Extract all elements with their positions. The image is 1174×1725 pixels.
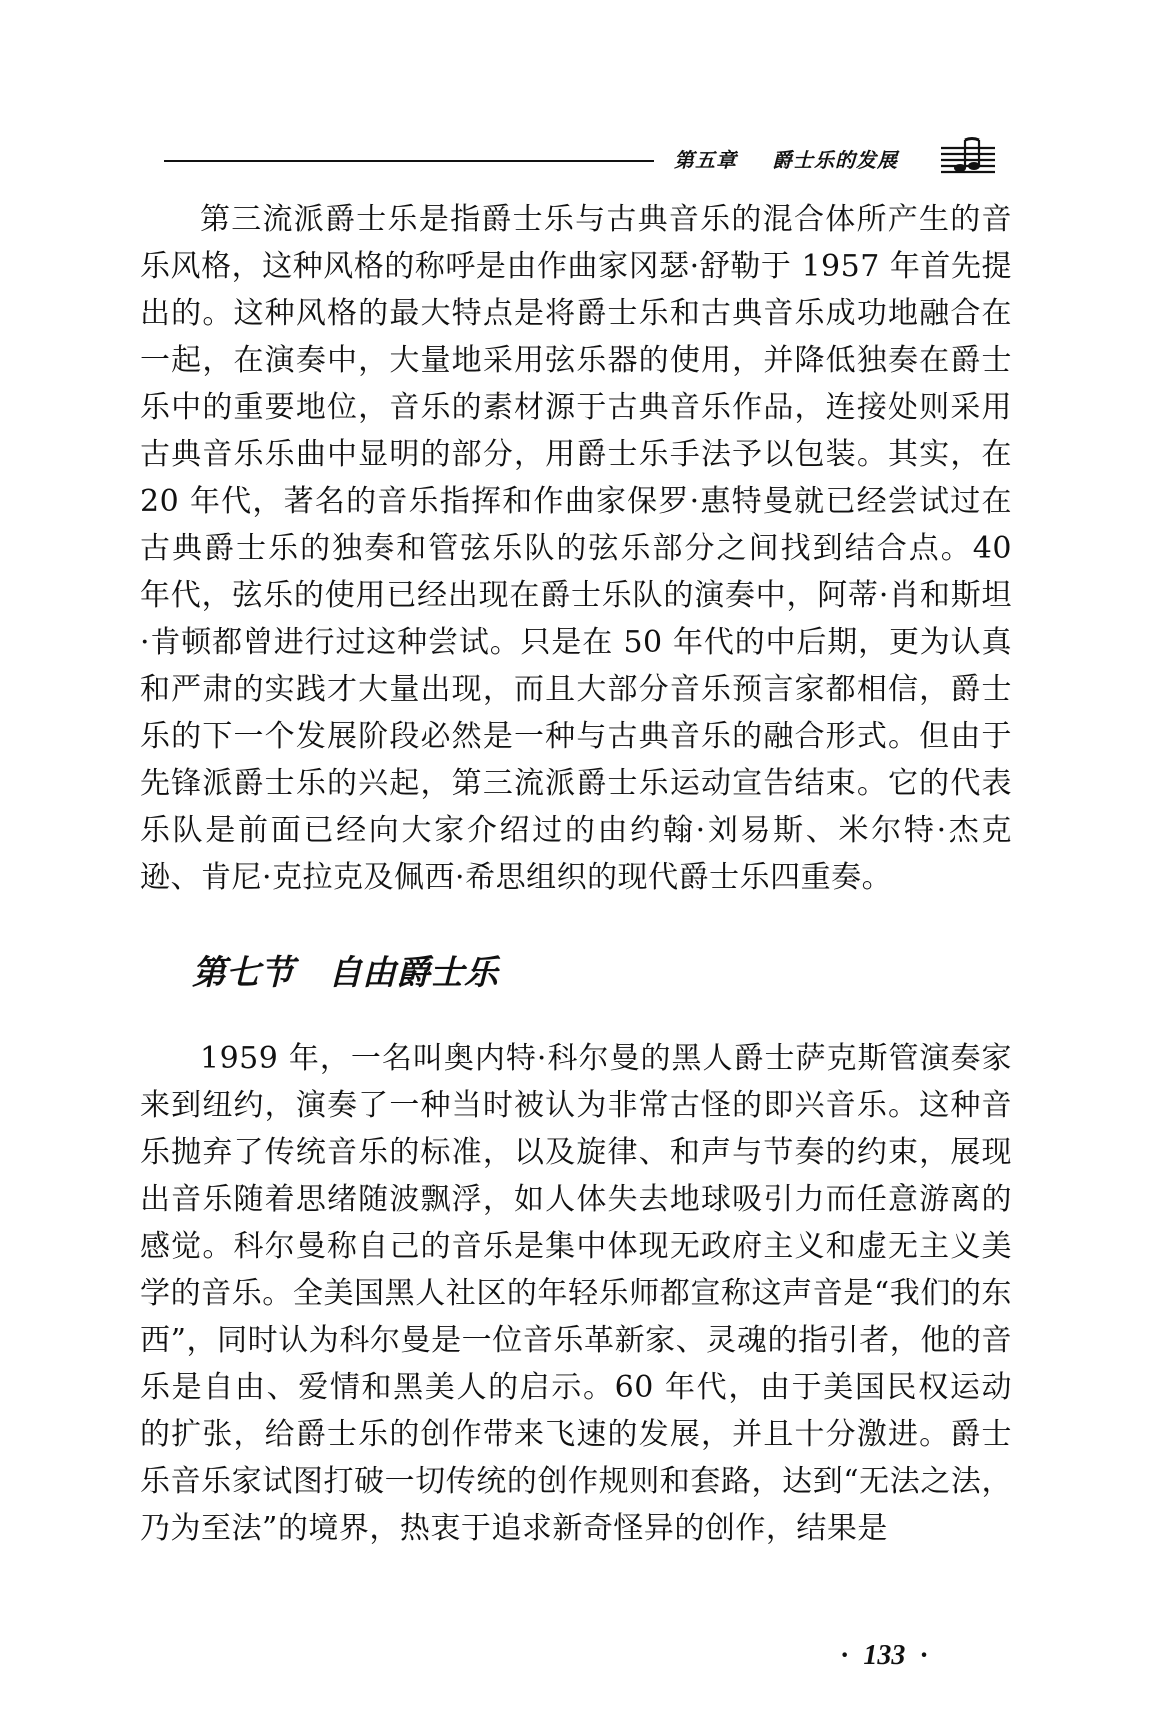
header-rule — [164, 160, 654, 162]
header-chapter: 第五章 — [674, 148, 737, 172]
body-paragraph: 第三流派爵士乐是指爵士乐与古典音乐的混合体所产生的音乐风格，这种风格的称呼是由作曲家冈瑟·舒勒于 1957 年首先提出的。这种风格的最大特点是将爵士乐和古典音乐成功地融合在一起，在演奏中，大量地采用弦乐器的使用，并降低独奏在爵士乐中的重要地位，音乐的素材源于古典音乐作品，连接处则采用古典音乐乐曲中显明的部分，用爵士乐手法予以包装。其实，在 20 年代，著名的音乐指挥和作曲家保罗·惠特曼就已经尝试过在古典爵士乐的独奏和管弦乐队的弦乐部分之间找到结合点。40 年代，弦乐的使用已经出现在爵士乐队的演奏中，阿蒂·肖和斯坦·肯顿都曾进行过这种尝试。只是在 50 年代的中后期，更为认真和严肃的实践才大量出现，而且大部分音乐预言家都相信，爵士乐的下一个发展阶段必然是一种与古典音乐的融合形式。但由于先锋派爵士乐的兴起，第三流派爵士乐运动宣告结束。它的代表乐队是前面已经向大家介绍过的由约翰·刘易斯、米尔特·杰克逊、肯尼·克拉克及佩西·希思组织的现代爵士乐四重奏。 — [140, 202, 1012, 895]
section-title: 自由爵士乐 — [328, 953, 498, 993]
body-paragraph: 1959 年，一名叫奥内特·科尔曼的黑人爵士萨克斯管演奏家来到纽约，演奏了一种当时被认为非常古怪的即兴音乐。这种音乐抛弃了传统音乐的标准，以及旋律、和声与节奏的约束，展现出音乐随着思绪随波飘浮，如人体失去地球吸引力而任意游离的感觉。科尔曼称自己的音乐是集中体现无政府主义和虚无主义美学的音乐。全美国黑人社区的年轻乐师都宣称这声音是“我们的东西”，同时认为科尔曼是一位音乐革新家、灵魂的指引者，他的音乐是自由、爱情和黑美人的启示。60 年代，由于美国民权运动的扩张，给爵士乐的创作带来飞速的发展，并且十分激进。爵士乐音乐家试图打破一切传统的创作规则和套路，达到“无法之法，乃为至法”的境界，热衷于追求新奇怪异的创作，结果是 — [140, 1041, 1012, 1546]
music-staff-icon — [935, 136, 999, 176]
page-number-value: 133 — [863, 1640, 906, 1671]
section-number: 第七节 — [192, 953, 294, 993]
section-heading — [192, 945, 498, 994]
running-header — [160, 136, 1005, 176]
page-number: · 133 · — [840, 1640, 929, 1671]
header-title: 爵士乐的发展 — [772, 148, 898, 172]
